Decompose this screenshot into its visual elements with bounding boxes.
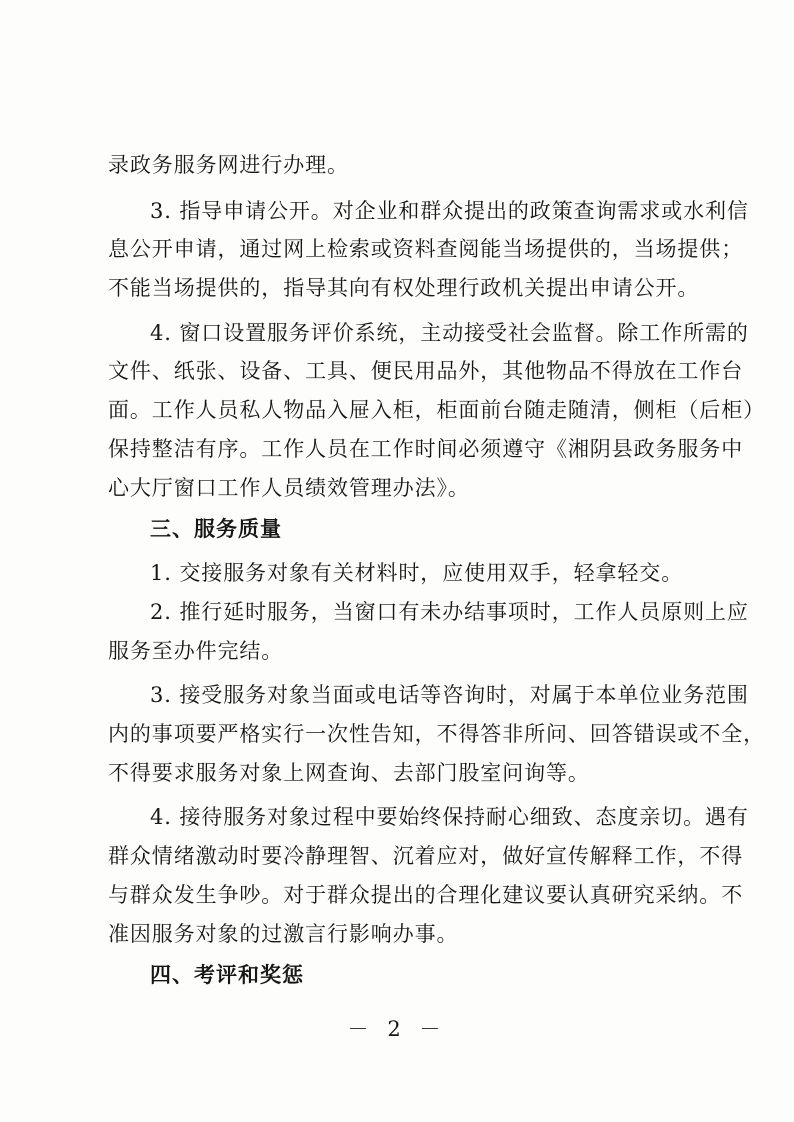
section-heading: 三、服务质量 xyxy=(150,517,282,541)
paragraph-line: 准因服务对象的过激言行影响办事。 xyxy=(108,922,459,946)
section-heading: 四、考评和奖惩 xyxy=(150,963,304,987)
paragraph-line: 不能当场提供的，指导其向有权处理行政机关提出申请公开。 xyxy=(108,276,700,300)
paragraph-line: 面。工作人员私人物品入屉入柜，柜面前台随走随清，侧柜（后柜） xyxy=(108,398,765,422)
page-number: － 2 － xyxy=(347,1017,447,1041)
paragraph-line: 与群众发生争吵。对于群众提出的合理化建议要认真研究采纳。不 xyxy=(108,883,744,907)
paragraph-line: 文件、纸张、设备、工具、便民用品外，其他物品不得放在工作台 xyxy=(108,359,744,383)
paragraph-line: 1. 交接服务对象有关材料时，应使用双手，轻拿轻交。 xyxy=(150,561,684,585)
paragraph-line: 2. 推行延时服务，当窗口有未办结事项时，工作人员原则上应 xyxy=(150,600,749,624)
paragraph-line: 4. 接待服务对象过程中要始终保持耐心细致、态度亲切。遇有 xyxy=(150,805,749,829)
paragraph-line: 内的事项要严格实行一次性告知，不得答非所问、回答错误或不全， xyxy=(108,722,765,746)
paragraph-line: 息公开申请，通过网上检索或资料查阅能当场提供的，当场提供； xyxy=(108,237,744,261)
paragraph-line: 不得要求服务对象上网查询、去部门股室问询等。 xyxy=(108,761,590,785)
paragraph-line: 3. 接受服务对象当面或电话等咨询时，对属于本单位业务范围 xyxy=(150,683,749,707)
paragraph-line: 群众情绪激动时要冷静理智、沉着应对，做好宣传解释工作，不得 xyxy=(108,844,744,868)
paragraph-line: 心大厅窗口工作人员绩效管理办法》。 xyxy=(108,476,470,500)
paragraph-line: 保持整洁有序。工作人员在工作时间必须遵守《湘阴县政务服务中 xyxy=(108,437,744,461)
paragraph-line: 录政务服务网进行办理。 xyxy=(108,153,349,177)
paragraph-line: 服务至办件完结。 xyxy=(108,639,284,663)
paragraph-line: 4. 窗口设置服务评价系统，主动接受社会监督。除工作所需的 xyxy=(150,321,749,345)
paragraph-line: 3. 指导申请公开。对企业和群众提出的政策查询需求或水利信 xyxy=(150,199,749,223)
